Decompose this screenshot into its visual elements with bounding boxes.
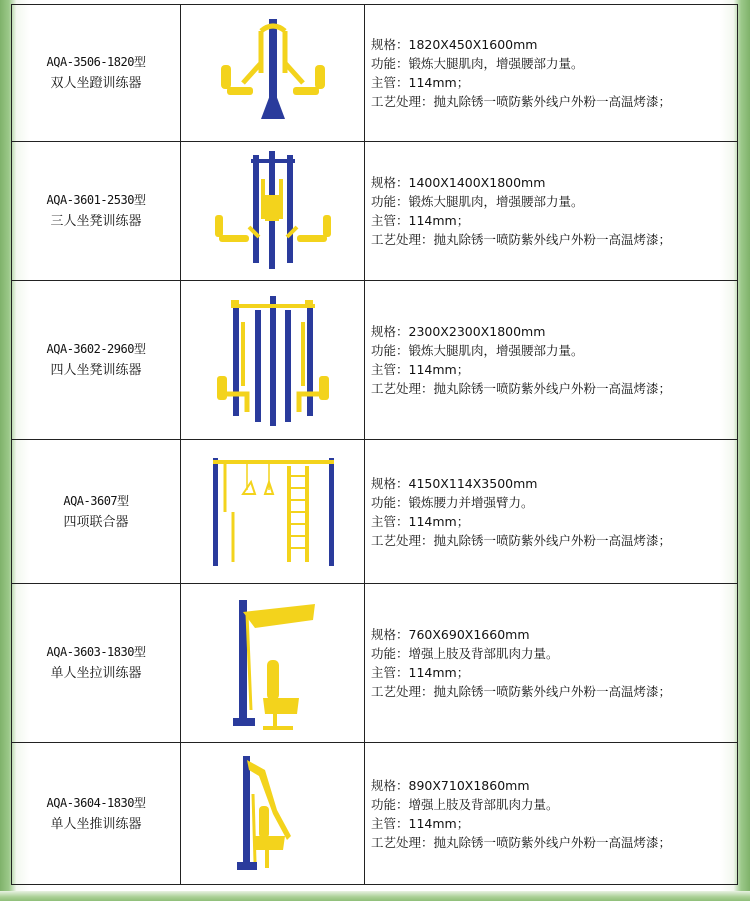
- bottom-decoration: [0, 891, 750, 901]
- model-code: AQA-3506-1820型: [46, 55, 146, 69]
- spec-function: 功能：锻炼腰力并增强臂力。: [371, 494, 534, 510]
- model-cell: [12, 584, 181, 743]
- spec-dimensions: 规格：1400X1400X1800mm: [371, 175, 546, 190]
- product-row: [12, 5, 738, 142]
- model-code: AQA-3607型: [63, 493, 129, 508]
- spec-cell: [365, 584, 738, 743]
- product-row: [12, 281, 738, 440]
- spec-function: 功能：增强上肢及背部肌肉力量。: [371, 646, 559, 661]
- spec-process: 工艺处理：抛丸除锈一喷防紫外线户外粉一高温烤漆；: [371, 381, 672, 396]
- spec-dimensions: 规格：1820X450X1600mm: [371, 37, 538, 52]
- product-image-cell: [181, 743, 365, 885]
- model-code: AQA-3601-2530型: [46, 193, 146, 207]
- product-name: 双人坐蹬训练器: [50, 76, 142, 91]
- three-seat-press-icon: [203, 149, 343, 273]
- spec-function: 功能：锻炼大腿肌肉，增强腰部力量。: [371, 343, 584, 358]
- spec-cell: [365, 5, 738, 142]
- spec-function: 功能：增强上肢及背部肌肉力量。: [371, 796, 559, 812]
- spec-dimensions: 规格：4150X114X3500mm: [371, 475, 538, 491]
- spec-main-pipe: 主管：114mm；: [371, 815, 470, 831]
- spec-process: 工艺处理：抛丸除锈一喷防紫外线户外粉一高温烤漆；: [371, 834, 672, 850]
- product-name: 单人坐推训练器: [50, 816, 142, 832]
- model-cell: [12, 743, 181, 885]
- two-seat-press-icon: [203, 13, 343, 133]
- product-row: [12, 584, 738, 743]
- spec-dimensions: 规格：760X690X1660mm: [371, 627, 530, 642]
- spec-main-pipe: 主管：114mm；: [371, 362, 470, 377]
- product-name: 四项联合器: [63, 514, 129, 530]
- product-image-cell: [181, 281, 365, 440]
- spec-cell: [365, 440, 738, 584]
- product-row: [12, 743, 738, 885]
- spec-dimensions: 规格：890X710X1860mm: [371, 777, 530, 793]
- spec-process: 工艺处理：抛丸除锈一喷防紫外线户外粉一高温烤漆；: [371, 94, 672, 109]
- model-code: AQA-3604-1830型: [46, 795, 146, 810]
- spec-dimensions: 规格：2300X2300X1800mm: [371, 324, 546, 339]
- four-seat-press-icon: [203, 290, 343, 430]
- product-image-cell: [181, 5, 365, 142]
- combination-frame-icon: [203, 452, 343, 572]
- spec-main-pipe: 主管：114mm；: [371, 213, 470, 228]
- model-cell: [12, 440, 181, 584]
- spec-function: 功能：锻炼大腿肌肉，增强腰部力量。: [371, 194, 584, 209]
- product-name: 四人坐凳训练器: [50, 363, 142, 378]
- product-name: 三人坐凳训练器: [50, 214, 142, 229]
- spec-process: 工艺处理：抛丸除锈一喷防紫外线户外粉一高温烤漆；: [371, 232, 672, 247]
- spec-main-pipe: 主管：114mm；: [371, 665, 470, 680]
- model-cell: [12, 142, 181, 281]
- seated-pull-icon: [203, 590, 343, 736]
- seated-push-icon: [203, 750, 343, 878]
- spec-main-pipe: 主管：114mm；: [371, 75, 470, 90]
- spec-process: 工艺处理：抛丸除锈一喷防紫外线户外粉一高温烤漆；: [371, 532, 672, 548]
- product-name: 单人坐拉训练器: [50, 666, 142, 681]
- product-row: [12, 142, 738, 281]
- model-cell: [12, 281, 181, 440]
- model-code: AQA-3603-1830型: [46, 645, 146, 659]
- spec-process: 工艺处理：抛丸除锈一喷防紫外线户外粉一高温烤漆；: [371, 684, 672, 699]
- spec-cell: [365, 281, 738, 440]
- product-row: [12, 440, 738, 584]
- product-image-cell: [181, 584, 365, 743]
- spec-cell: [365, 142, 738, 281]
- model-code: AQA-3602-2960型: [46, 342, 146, 356]
- product-catalog-table: [11, 4, 738, 885]
- spec-function: 功能：锻炼大腿肌肉，增强腰部力量。: [371, 56, 584, 71]
- spec-cell: [365, 743, 738, 885]
- product-image-cell: [181, 440, 365, 584]
- product-image-cell: [181, 142, 365, 281]
- model-cell: [12, 5, 181, 142]
- spec-main-pipe: 主管：114mm；: [371, 513, 470, 529]
